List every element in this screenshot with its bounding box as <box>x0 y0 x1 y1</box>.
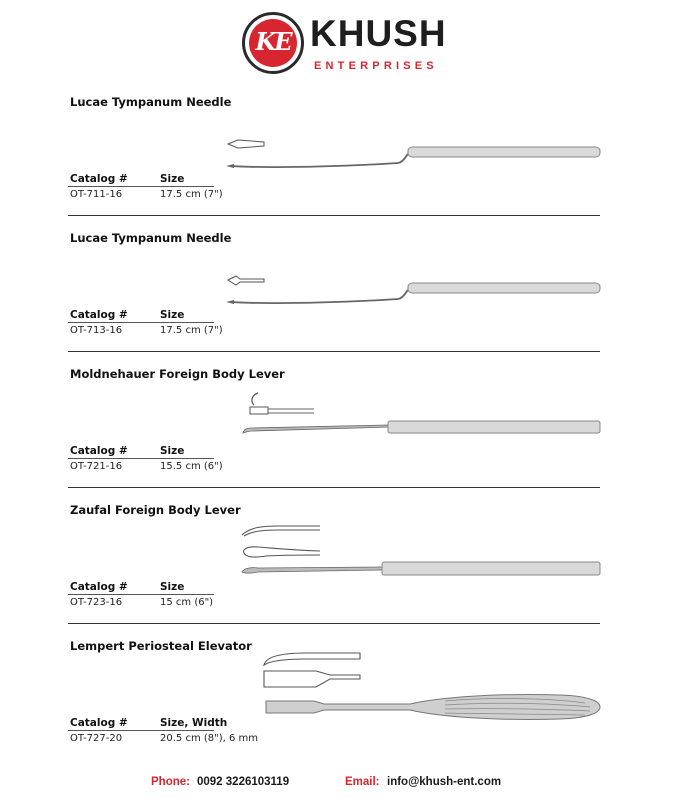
section-divider <box>68 351 600 352</box>
header-rule <box>68 730 214 731</box>
product-title: Moldnehauer Foreign Body Lever <box>70 367 285 381</box>
email-label: Email: <box>345 776 380 788</box>
logo-monogram: KE <box>255 27 291 56</box>
product-title: Lucae Tympanum Needle <box>70 95 232 109</box>
email-address[interactable]: info@khush-ent.com <box>387 776 502 788</box>
size-value: 15 cm (6") <box>160 597 214 608</box>
size-value: 17.5 cm (7") <box>160 189 223 200</box>
phone-number[interactable]: 0092 3226103119 <box>197 776 290 788</box>
size-label: Size <box>160 445 185 457</box>
lucae-needle-illustration <box>220 135 605 175</box>
catalog-number: OT-727-20 <box>70 733 123 744</box>
size-label: Size <box>160 581 185 593</box>
catalog-number: OT-711-16 <box>70 189 123 200</box>
product-title: Lempert Periosteal Elevator <box>70 639 252 653</box>
header-rule <box>68 322 214 323</box>
product-title: Zaufal Foreign Body Lever <box>70 503 241 517</box>
brand-subtitle: ENTERPRISES <box>314 60 438 72</box>
section-divider <box>68 487 600 488</box>
catalog-number: OT-713-16 <box>70 325 123 336</box>
size-value: 20.5 cm (8"), 6 mm <box>160 733 259 744</box>
header-rule <box>68 458 214 459</box>
catalog-label: Catalog # <box>70 717 128 729</box>
header-rule <box>68 186 214 187</box>
header-rule <box>68 594 214 595</box>
section-divider <box>68 215 600 216</box>
product-title: Lucae Tympanum Needle <box>70 231 232 245</box>
catalog-label: Catalog # <box>70 309 128 321</box>
size-label: Size <box>160 173 185 185</box>
foreign-body-lever-illustration <box>238 389 603 439</box>
size-value: 15.5 cm (6") <box>160 461 223 472</box>
catalog-number: OT-723-16 <box>70 597 123 608</box>
size-value: 17.5 cm (7") <box>160 325 223 336</box>
size-label: Size <box>160 309 185 321</box>
catalog-label: Catalog # <box>70 173 128 185</box>
phone-label: Phone: <box>151 776 190 788</box>
brand-name: KHUSH <box>310 13 447 54</box>
section-divider <box>68 623 600 624</box>
catalog-label: Catalog # <box>70 581 128 593</box>
logo-emblem <box>242 12 304 74</box>
periosteal-elevator-illustration <box>260 645 605 723</box>
size-label: Size, Width <box>160 717 228 729</box>
foreign-body-lever-illustration <box>238 523 603 581</box>
catalog-label: Catalog # <box>70 445 128 457</box>
brand-logo <box>242 10 452 80</box>
lucae-needle-illustration <box>220 271 605 311</box>
catalog-number: OT-721-16 <box>70 461 123 472</box>
